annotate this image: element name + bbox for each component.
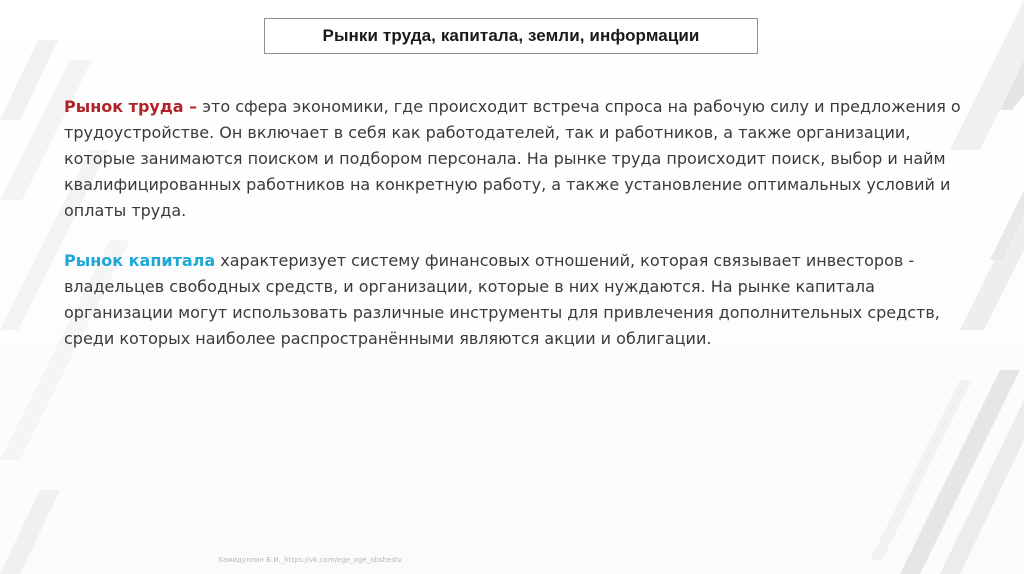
capital-market-term: Рынок капитала [64, 251, 216, 270]
labor-market-definition: это сфера экономики, где происходит встреча спроса на рабочую силу и предложения о трудоустройстве. Он включает в себя как работодателей, так и работников, а также организации, которые занимаются поиском и подбором персонала. На рынке труда происходит поиск, выбор и найм квалифицированных работников на конкретную работу, а также установление оптимальных условий и оплаты труда. [64, 97, 961, 220]
slide-title: Рынки труда, капитала, земли, информации [322, 26, 700, 45]
capital-market-paragraph [64, 248, 974, 352]
labor-market-paragraph [64, 94, 974, 224]
title-box [264, 18, 758, 54]
labor-market-term: Рынок труда – [64, 97, 198, 116]
capital-market-definition: характеризует систему финансовых отношений, которая связывает инвесторов - владельцев свободных средств, и организации, которые в них нуждаются. На рынке капитала организации могут использовать различные инструменты для привлечения дополнительных средств, среди которых наиболее распространёнными являются акции и облигации. [64, 251, 940, 348]
footer-credit: Хамидуллин Б.И._https://vk.com/ege_oge_obshestv [218, 556, 402, 564]
